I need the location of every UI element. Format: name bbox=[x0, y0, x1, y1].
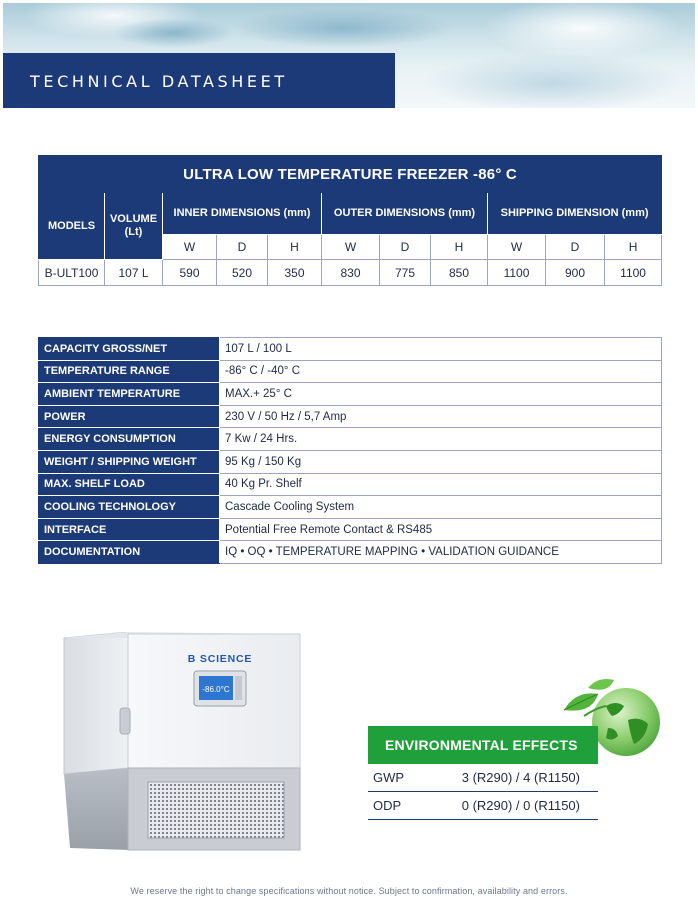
env-row-gwp bbox=[368, 764, 598, 792]
subheader-outer-h: H bbox=[431, 235, 488, 260]
header-shipping-dimension: SHIPPING DIMENSION (mm) bbox=[488, 193, 662, 235]
spec-value: 40 Kg Pr. Shelf bbox=[220, 473, 662, 496]
spec-value: MAX.+ 25° C bbox=[220, 383, 662, 406]
env-value: 3 (R290) / 4 (R1150) bbox=[461, 770, 580, 785]
spec-label: INTERFACE bbox=[39, 518, 220, 541]
subheader-outer-d: D bbox=[380, 235, 431, 260]
spec-value: Cascade Cooling System bbox=[220, 496, 662, 519]
subheader-shipping-h: H bbox=[605, 235, 662, 260]
header-models: MODELS bbox=[39, 193, 105, 260]
cell-inner-w: 590 bbox=[163, 260, 217, 286]
spec-row bbox=[39, 473, 662, 496]
spec-value: 107 L / 100 L bbox=[220, 338, 662, 361]
cell-shipping-w: 1100 bbox=[488, 260, 546, 286]
spec-value: -86° C / -40° C bbox=[220, 360, 662, 383]
spec-label: DOCUMENTATION bbox=[39, 541, 220, 564]
footer-disclaimer: We reserve the right to change specifications without notice. Subject to confirmation, availability and errors. bbox=[130, 886, 568, 896]
cell-inner-d: 520 bbox=[217, 260, 268, 286]
spec-row bbox=[39, 360, 662, 383]
env-value: 0 (R290) / 0 (R1150) bbox=[461, 798, 580, 813]
spec-row bbox=[39, 496, 662, 519]
spec-label: WEIGHT / SHIPPING WEIGHT bbox=[39, 450, 220, 473]
subheader-inner-d: D bbox=[217, 235, 268, 260]
spec-value: Potential Free Remote Contact & RS485 bbox=[220, 518, 662, 541]
water-texture bbox=[113, 18, 233, 48]
subheader-inner-w: W bbox=[163, 235, 217, 260]
subheader-shipping-w: W bbox=[488, 235, 546, 260]
spec-label: CAPACITY GROSS/NET bbox=[39, 338, 220, 361]
models-table bbox=[38, 155, 662, 286]
subheader-shipping-d: D bbox=[546, 235, 605, 260]
cell-shipping-d: 900 bbox=[546, 260, 605, 286]
models-table-title: ULTRA LOW TEMPERATURE FREEZER -86° C bbox=[39, 156, 662, 193]
water-texture bbox=[423, 53, 683, 108]
spec-label: AMBIENT TEMPERATURE bbox=[39, 383, 220, 406]
page-title: TECHNICAL DATASHEET bbox=[30, 72, 288, 91]
environmental-effects-title: ENVIRONMENTAL EFFECTS bbox=[385, 737, 578, 753]
spec-value: IQ • OQ • TEMPERATURE MAPPING • VALIDATION GUIDANCE bbox=[220, 541, 662, 564]
env-label: ODP bbox=[373, 798, 402, 813]
spec-row bbox=[39, 383, 662, 406]
spec-label: COOLING TECHNOLOGY bbox=[39, 496, 220, 519]
spec-row bbox=[39, 450, 662, 473]
spec-label: TEMPERATURE RANGE bbox=[39, 360, 220, 383]
spec-row bbox=[39, 338, 662, 361]
cell-outer-h: 850 bbox=[431, 260, 488, 286]
environmental-effects-header bbox=[368, 726, 598, 764]
spec-row bbox=[39, 428, 662, 451]
spec-value: 95 Kg / 150 Kg bbox=[220, 450, 662, 473]
header-outer-dimensions: OUTER DIMENSIONS (mm) bbox=[322, 193, 488, 235]
cell-inner-h: 350 bbox=[268, 260, 322, 286]
spec-value: 7 Kw / 24 Hrs. bbox=[220, 428, 662, 451]
display-readout: -86.0°C bbox=[202, 685, 230, 694]
freezer-product-image bbox=[62, 632, 302, 854]
env-row-odp bbox=[368, 792, 598, 820]
header-volume: VOLUME (Lt) bbox=[105, 193, 163, 260]
water-texture bbox=[483, 3, 683, 58]
water-texture bbox=[233, 8, 453, 48]
spec-label: POWER bbox=[39, 405, 220, 428]
brand-logo: B SCIENCE bbox=[187, 653, 253, 665]
cell-shipping-h: 1100 bbox=[605, 260, 662, 286]
subheader-outer-w: W bbox=[322, 235, 380, 260]
spec-value: 230 V / 50 Hz / 5,7 Amp bbox=[220, 405, 662, 428]
spec-row bbox=[39, 541, 662, 564]
env-label: GWP bbox=[373, 770, 405, 785]
title-band bbox=[3, 53, 395, 108]
header-banner bbox=[3, 3, 695, 108]
specs-table bbox=[38, 337, 662, 564]
spec-row bbox=[39, 405, 662, 428]
cell-model: B-ULT100 bbox=[39, 260, 105, 286]
subheader-inner-h: H bbox=[268, 235, 322, 260]
cell-outer-d: 775 bbox=[380, 260, 431, 286]
spec-label: MAX. SHELF LOAD bbox=[39, 473, 220, 496]
header-inner-dimensions: INNER DIMENSIONS (mm) bbox=[163, 193, 322, 235]
spec-label: ENERGY CONSUMPTION bbox=[39, 428, 220, 451]
cell-outer-w: 830 bbox=[322, 260, 380, 286]
cell-volume: 107 L bbox=[105, 260, 163, 286]
spec-row bbox=[39, 518, 662, 541]
table-row bbox=[39, 260, 662, 286]
